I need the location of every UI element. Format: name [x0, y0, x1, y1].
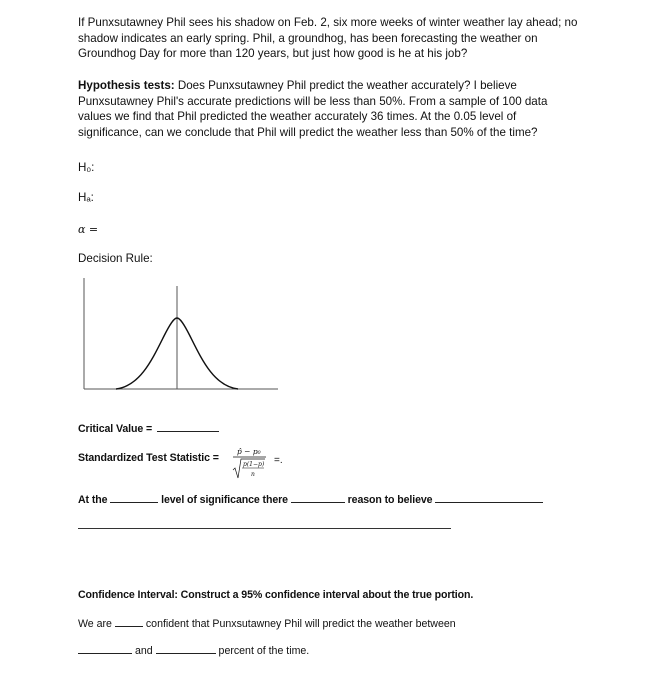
critical-value-label: Critical Value = — [78, 423, 153, 435]
alpha-equals: = — [85, 223, 99, 236]
conclusion-blank-2[interactable] — [291, 493, 345, 503]
ci-line-2 — [78, 644, 309, 657]
ci-line1-start: We are — [78, 618, 112, 630]
conclusion-blank-1[interactable] — [110, 493, 158, 503]
normal-curve-figure — [80, 278, 280, 393]
alt-hypothesis-label: Hₐ: — [78, 191, 94, 204]
hypothesis-paragraph — [78, 78, 578, 140]
conclusion-part1: At the — [78, 494, 108, 506]
hypothesis-text: Does Punxsutawney Phil predict the weather accurately? I believe Punxsutawney Phil's accurate predictions will be less than 50%. From a sample of 100 data values we find that Phil predicted the weather accurately 36 times. At the 0.05 level of significance, can we conclude that Phil will predict the weather less than 50% of the time? — [78, 79, 548, 139]
test-statistic-formula — [232, 446, 292, 482]
conclusion-part2: level of significance there — [161, 494, 288, 506]
intro-paragraph: If Punxsutawney Phil sees his shadow on Feb. 2, six more weeks of winter weather lay ahead; no shadow indicates an early spring. Phil, a groundhog, has been forecasting the weather on Groundhog Day for more than 120 years, but just how good is he at his job? — [78, 16, 578, 60]
hypothesis-heading: Hypothesis tests: — [78, 79, 175, 92]
ci-line1-end: confident that Punxsutawney Phil will predict the weather between — [145, 618, 456, 630]
critical-value-row — [78, 422, 219, 435]
ci-lower-blank[interactable] — [78, 644, 132, 654]
formula-suffix: =. — [274, 455, 283, 466]
null-hypothesis-label: H₀: — [78, 161, 95, 174]
conclusion-part3: reason to believe — [347, 494, 433, 506]
confidence-interval-heading: Confidence Interval: Construct a 95% confidence interval about the true portion. — [78, 589, 474, 601]
ci-confidence-blank[interactable] — [115, 617, 143, 627]
ci-and: and — [134, 645, 153, 657]
conclusion-blank-3[interactable] — [435, 493, 543, 503]
alpha-symbol: α — [78, 223, 86, 236]
test-statistic-row — [78, 452, 219, 464]
formula-numerator: p̂ − p₀ — [237, 447, 261, 456]
ci-upper-blank[interactable] — [156, 644, 216, 654]
formula-denominator-bottom: n — [251, 471, 255, 478]
conclusion-row — [78, 493, 543, 506]
alpha-label — [78, 223, 98, 236]
test-statistic-label: Standardized Test Statistic = — [78, 452, 219, 464]
ci-line2-end: percent of the time. — [218, 645, 310, 657]
conclusion-continuation-line[interactable] — [78, 528, 451, 529]
ci-line-1 — [78, 617, 456, 630]
critical-value-blank[interactable] — [157, 422, 219, 432]
decision-rule-label: Decision Rule: — [78, 252, 153, 265]
formula-denominator-top: p(1−p) — [243, 461, 265, 468]
